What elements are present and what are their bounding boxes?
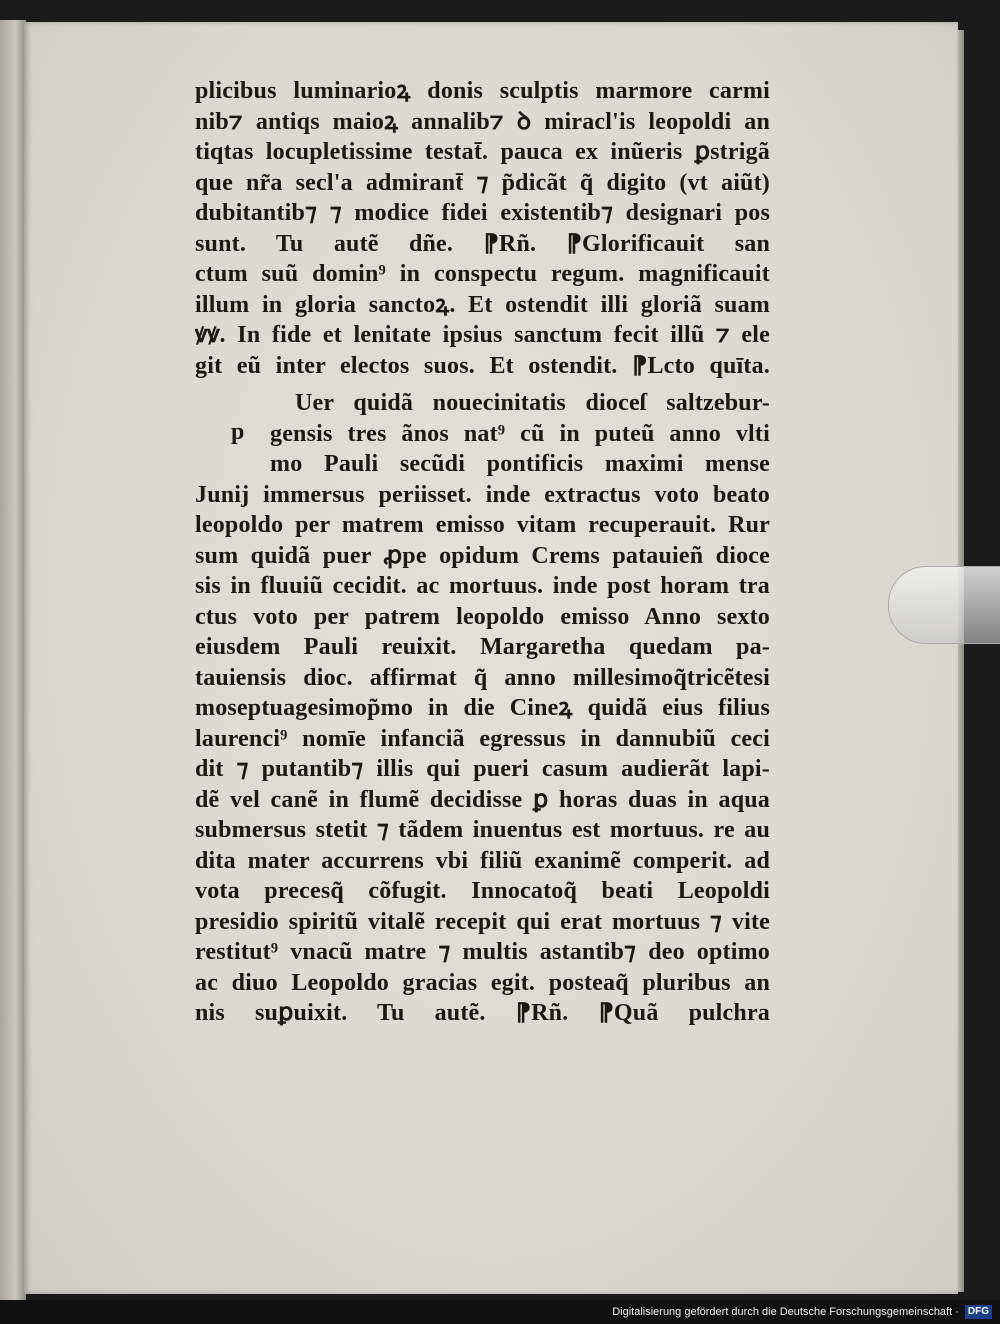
text-line: dita mater accurrens vbi filiũ exanimẽ comperit. ad <box>195 847 770 874</box>
text-line: presidio spiritũ vitalẽ recepit qui erat mortuus ⁊ vite <box>195 908 770 935</box>
text-line: restitut⁹ vnacũ matre ⁊ multis astantib⁊ deo optimo <box>195 939 770 965</box>
text-line: sum quidã puer ꝓpe opidum Crems patauieñ dioce <box>195 542 770 569</box>
text-line: nis suꝑuixit. Tu autẽ. ⁋Rñ. ⁋Quã pulchra <box>195 1000 770 1026</box>
text-line: illum in gloria sanctoꝝ. Et ostendit illi gloriã suam <box>195 291 770 318</box>
text-line: tiqtas locupletissime testat̄. pauca ex inũeris ꝑstrigã <box>195 139 770 165</box>
text-line: vota precesq̃ cõfugit. Innocatoq̃ beati Leopoldi <box>195 878 770 904</box>
text-line: laurenci⁹ nomīe infanciã egressus in dannubiũ ceci <box>195 725 770 752</box>
text-line: git eũ inter electos suos. Et ostendit. ⁋Lcto quīta. <box>195 352 770 379</box>
text-line: tauiensis dioc. affirmat q̃ anno millesimoq̃tricẽtesi <box>195 664 770 691</box>
text-line: sis in fluuiũ cecidit. ac mortuus. inde post horam tra <box>195 573 770 599</box>
text-line: dubitantib⁊ ⁊ modice fidei existentib⁊ designari pos <box>195 200 770 226</box>
text-line: ꝟꝟ. In fide et lenitate ipsius sanctum fecit illũ ⁊ ele <box>195 322 770 348</box>
text-line: ac diuo Leopoldo gracias egit. posteaq̃ pluribus an <box>195 969 770 996</box>
text-line: nib⁊ antiqs maioꝝ annalib⁊ ꝺ miracl'is leopoldi an <box>195 108 770 135</box>
initial-letter-guide: p <box>231 419 245 445</box>
page-edge <box>958 30 964 1292</box>
text-line: mo Pauli secũdi pontificis maximi mense <box>270 451 770 477</box>
text-line: gensis tres ãnos nat⁹ cũ in puteũ anno vlti <box>270 420 770 447</box>
text-line: que nr̃a secl'a admirant̄ ⁊ p̃dicãt q̃ digito (vt aiũt) <box>195 169 770 196</box>
text-line: Uer quidã nouecinitatis dioceſ saltzebur- <box>295 390 770 416</box>
text-line: ctum suũ domin⁹ in conspectu regum. magnificauit <box>195 261 770 287</box>
text-line: sunt. Tu autẽ dñe. ⁋Rñ. ⁋Glorificauit san <box>195 230 770 257</box>
text-line: leopoldo per matrem emisso vitam recuperauit. Rur <box>195 512 770 538</box>
text-line: dit ⁊ putantib⁊ illis qui pueri casum audierãt lapi- <box>195 756 770 782</box>
text-line: submersus stetit ⁊ tãdem inuentus est mortuus. re au <box>195 817 770 843</box>
text-line: ctus voto per patrem leopoldo emisso Anno sexto <box>195 603 770 630</box>
page-clip <box>888 566 1000 644</box>
text-line: dẽ vel canẽ in flumẽ decidisse ꝑ horas duas in aqua <box>195 786 770 813</box>
footer-bar <box>0 1300 1000 1324</box>
text-line: moseptuagesimop̃mo in die Cineꝝ quidã eius filius <box>195 695 770 721</box>
footer-credit: Digitalisierung gefördert durch die Deutsche Forschungsgemeinschaft · <box>612 1306 959 1318</box>
text-line: Junij immersus periisset. inde extractus voto beato <box>195 481 770 508</box>
text-line: plicibus luminarioꝝ donis sculptis marmore carmi <box>195 78 770 104</box>
book-spine <box>0 20 26 1305</box>
text-line: eiusdem Pauli reuixit. Margaretha quedam pa- <box>195 634 770 660</box>
dfg-logo: DFG <box>965 1305 992 1319</box>
page-text <box>195 76 770 1029</box>
